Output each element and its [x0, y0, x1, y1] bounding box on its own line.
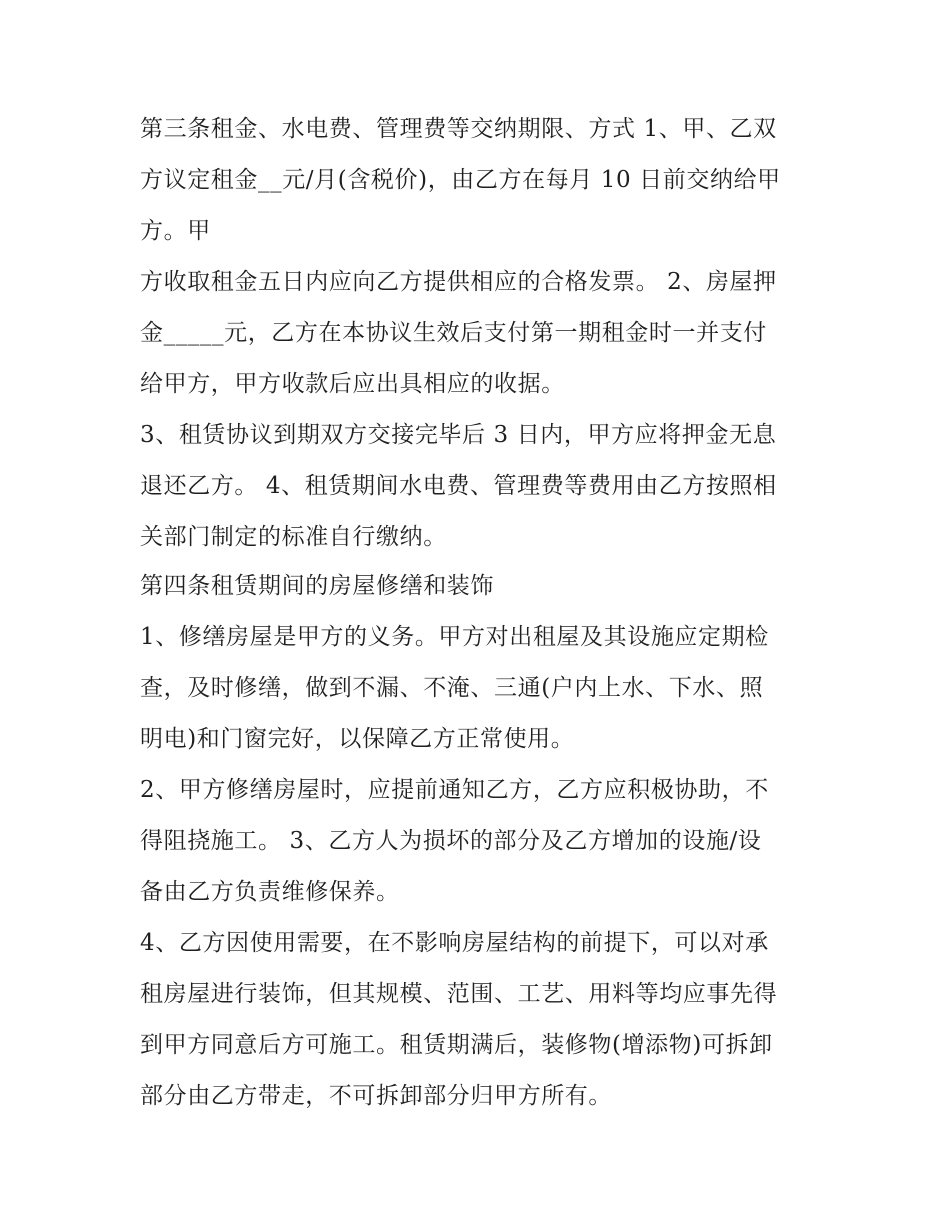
text-line: 明电)和门窗完好，以保障乙方正常使用。	[140, 726, 575, 752]
text-line: 1、修缮房屋是甲方的义务。甲方对出租屋及其设施应定期检	[140, 624, 769, 650]
text-line: 租房屋进行装饰，但其规模、范围、工艺、用料等均应事先得	[140, 981, 778, 1007]
text-line: 查，及时修缮，做到不漏、不淹、三通(户内上水、下水、照	[140, 675, 764, 701]
text-line: 金_____元，乙方在本协议生效后支付第一期租金时一并支付	[140, 320, 767, 346]
text-line: 第三条租金、水电费、管理费等交纳期限、方式 1、甲、乙双	[140, 116, 777, 142]
text-line: 给甲方，甲方收款后应出具相应的收据。	[140, 371, 565, 397]
text-line: 4、乙方因使用需要，在不影响房屋结构的前提下，可以对承	[140, 930, 769, 956]
text-line: 部分由乙方带走，不可拆卸部分归甲方所有。	[140, 1083, 612, 1109]
text-line: 方收取租金五日内应向乙方提供相应的合格发票。 2、房屋押	[140, 269, 777, 295]
text-line: 得阻挠施工。 3、乙方人为损坏的部分及乙方增加的设施/设	[140, 828, 762, 854]
text-line: 方议定租金__元/月(含税价)，由乙方在每月 10 日前交纳给甲	[140, 167, 781, 193]
text-line: 方。甲	[140, 218, 211, 244]
text-line: 关部门制定的标准自行缴纳。	[140, 524, 447, 550]
text-line: 到甲方同意后方可施工。租赁期满后，装修物(增添物)可拆卸	[140, 1032, 773, 1058]
text-line: 备由乙方负责维修保养。	[140, 879, 400, 905]
section-heading: 第四条租赁期间的房屋修缮和装饰	[140, 573, 494, 599]
text-line: 退还乙方。 4、租赁期间水电费、管理费等费用由乙方按照相	[140, 473, 777, 499]
text-line: 2、甲方修缮房屋时，应提前通知乙方，乙方应积极协助，不	[140, 777, 769, 803]
text-line: 3、租赁协议到期双方交接完毕后 3 日内，甲方应将押金无息	[140, 422, 777, 448]
